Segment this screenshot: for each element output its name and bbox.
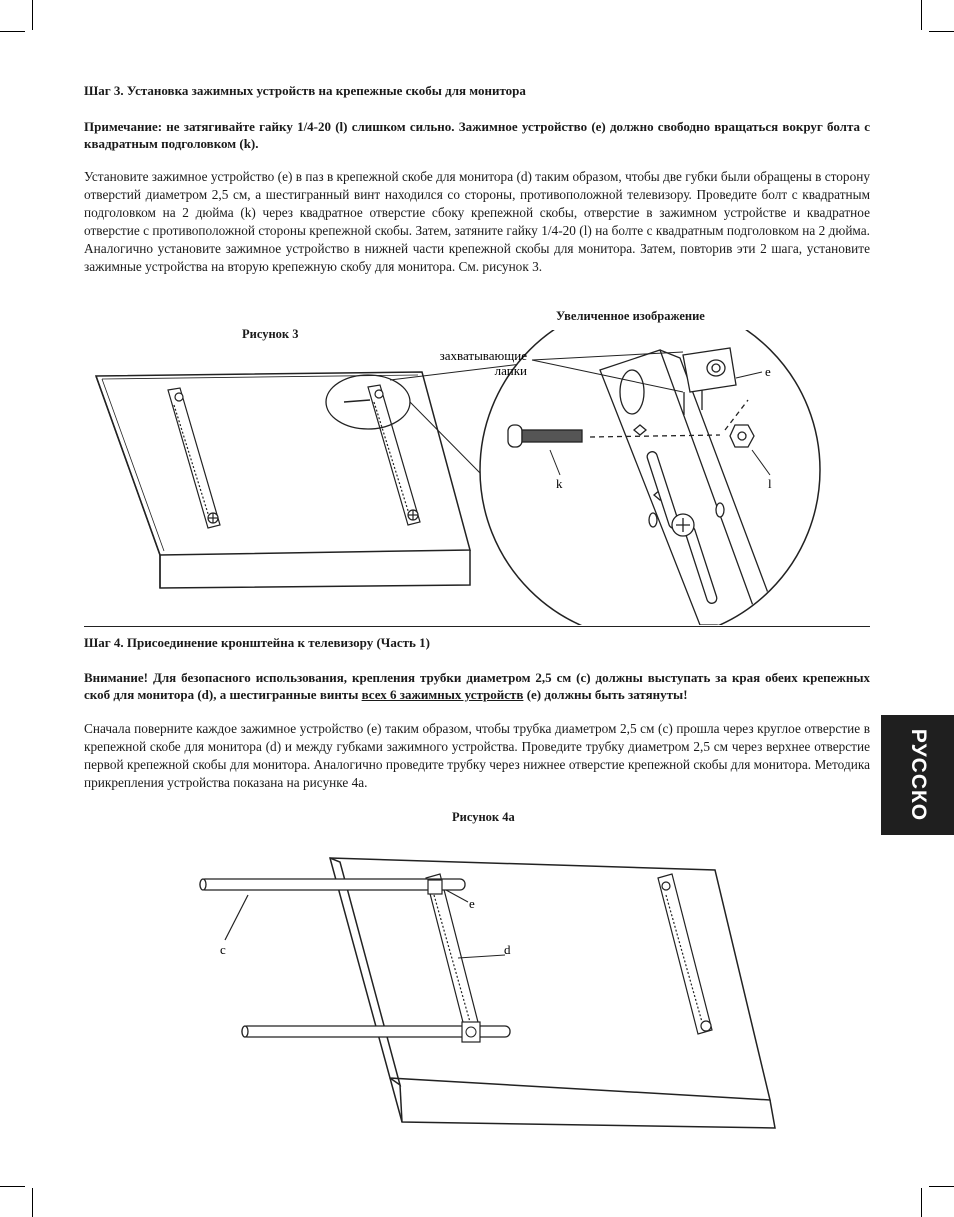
label-d: d xyxy=(504,942,511,957)
crop-mark xyxy=(929,31,954,32)
label-e: e xyxy=(765,364,771,379)
step4-body: Сначала поверните каждое зажимное устройство (e) таким образом, чтобы трубка диаметром 2,5 см (c) прошла через круглое отверстие в крепежной скобе для монитора (d) и между губками зажимного устройства. Проведите трубку диаметром 2,5 см через верхнее отверстие первой крепежной скобы для монитора. Аналогично проведите трубку через нижнее отверстие крепежной скобы для монитора. Методика прикрепления устройства показана на рисунке 4a. xyxy=(84,721,870,790)
figure3-enlarged-title: Увеличенное изображение xyxy=(556,309,705,323)
crop-mark xyxy=(929,1186,954,1187)
crop-mark xyxy=(921,0,922,30)
crop-mark xyxy=(921,1188,922,1217)
step4-warning-tail: (e) должны быть затянуты! xyxy=(523,687,688,702)
step4-warning xyxy=(84,669,870,703)
label-c: c xyxy=(220,942,226,957)
crop-mark xyxy=(32,0,33,30)
crop-mark xyxy=(32,1188,33,1217)
label-e: e xyxy=(469,896,475,911)
label-l: l xyxy=(768,476,772,491)
step3-note: Примечание: не затягивайте гайку 1/4-20 (l) слишком сильно. Зажимное устройство (e) должно свободно вращаться вокруг болта с квадратным подголовком (k). xyxy=(84,119,870,151)
callout-tabs-line1: захватывающие xyxy=(439,348,527,363)
figure3-title: Рисунок 3 xyxy=(242,327,299,341)
tv-panel xyxy=(96,372,470,588)
section-divider xyxy=(84,626,870,627)
language-tab xyxy=(881,715,954,835)
step4-warning-text: Внимание! Для безопасного использования, крепления трубки диаметром 2,5 см (c) должны выступать за края обеих крепежных скоб для монитора (d), а шестигранные винты xyxy=(84,670,870,702)
hex-nut xyxy=(730,425,754,447)
step4-heading: Шаг 4. Присоединение кронштейна к телевизору (Часть 1) xyxy=(84,635,430,650)
callout-tabs-line2: лапки xyxy=(494,363,527,378)
tube-top xyxy=(200,879,465,890)
tv-panel xyxy=(330,858,775,1128)
step4-warning-underlined: всех 6 зажимных устройств xyxy=(361,687,524,702)
step3-body: Установите зажимное устройство (e) в паз в крепежной скобе для монитора (d) таким образом, чтобы две губки были обращены в сторону отверстий диаметром 2,5 см, а шестигранный винт находился со стороны, противоположной телевизору. Проведите болт с квадратным подголовком на 2 дюйма (k) через квадратное отверстие сбоку крепежной скобы, отверстие в зажимном устройстве и квадратное отверстие с противоположной стороны крепежной скобы. Затем, затяните гайку 1/4-20 (l) на болте с квадратным подголовком на 2 дюйма. Аналогично установите зажимное устройство в нижней части крепежной скобы для монитора. Затем, повторив эти 2 шага, установите зажимные устройства на вторую крепежную скобу для монитора. См. рисунок 3. xyxy=(84,169,870,274)
clamp-device xyxy=(428,880,442,894)
figure4a-illustration xyxy=(180,850,780,1130)
step3-heading: Шаг 3. Установка зажимных устройств на крепежные скобы для монитора xyxy=(84,83,526,98)
figure3-illustration xyxy=(80,330,880,625)
crop-mark xyxy=(0,31,25,32)
label-k: k xyxy=(556,476,563,491)
figure4a-title: Рисунок 4a xyxy=(452,810,515,824)
clamp-device xyxy=(462,1022,480,1042)
crop-mark xyxy=(0,1186,25,1187)
language-tab-label: РУССКО xyxy=(906,728,930,822)
